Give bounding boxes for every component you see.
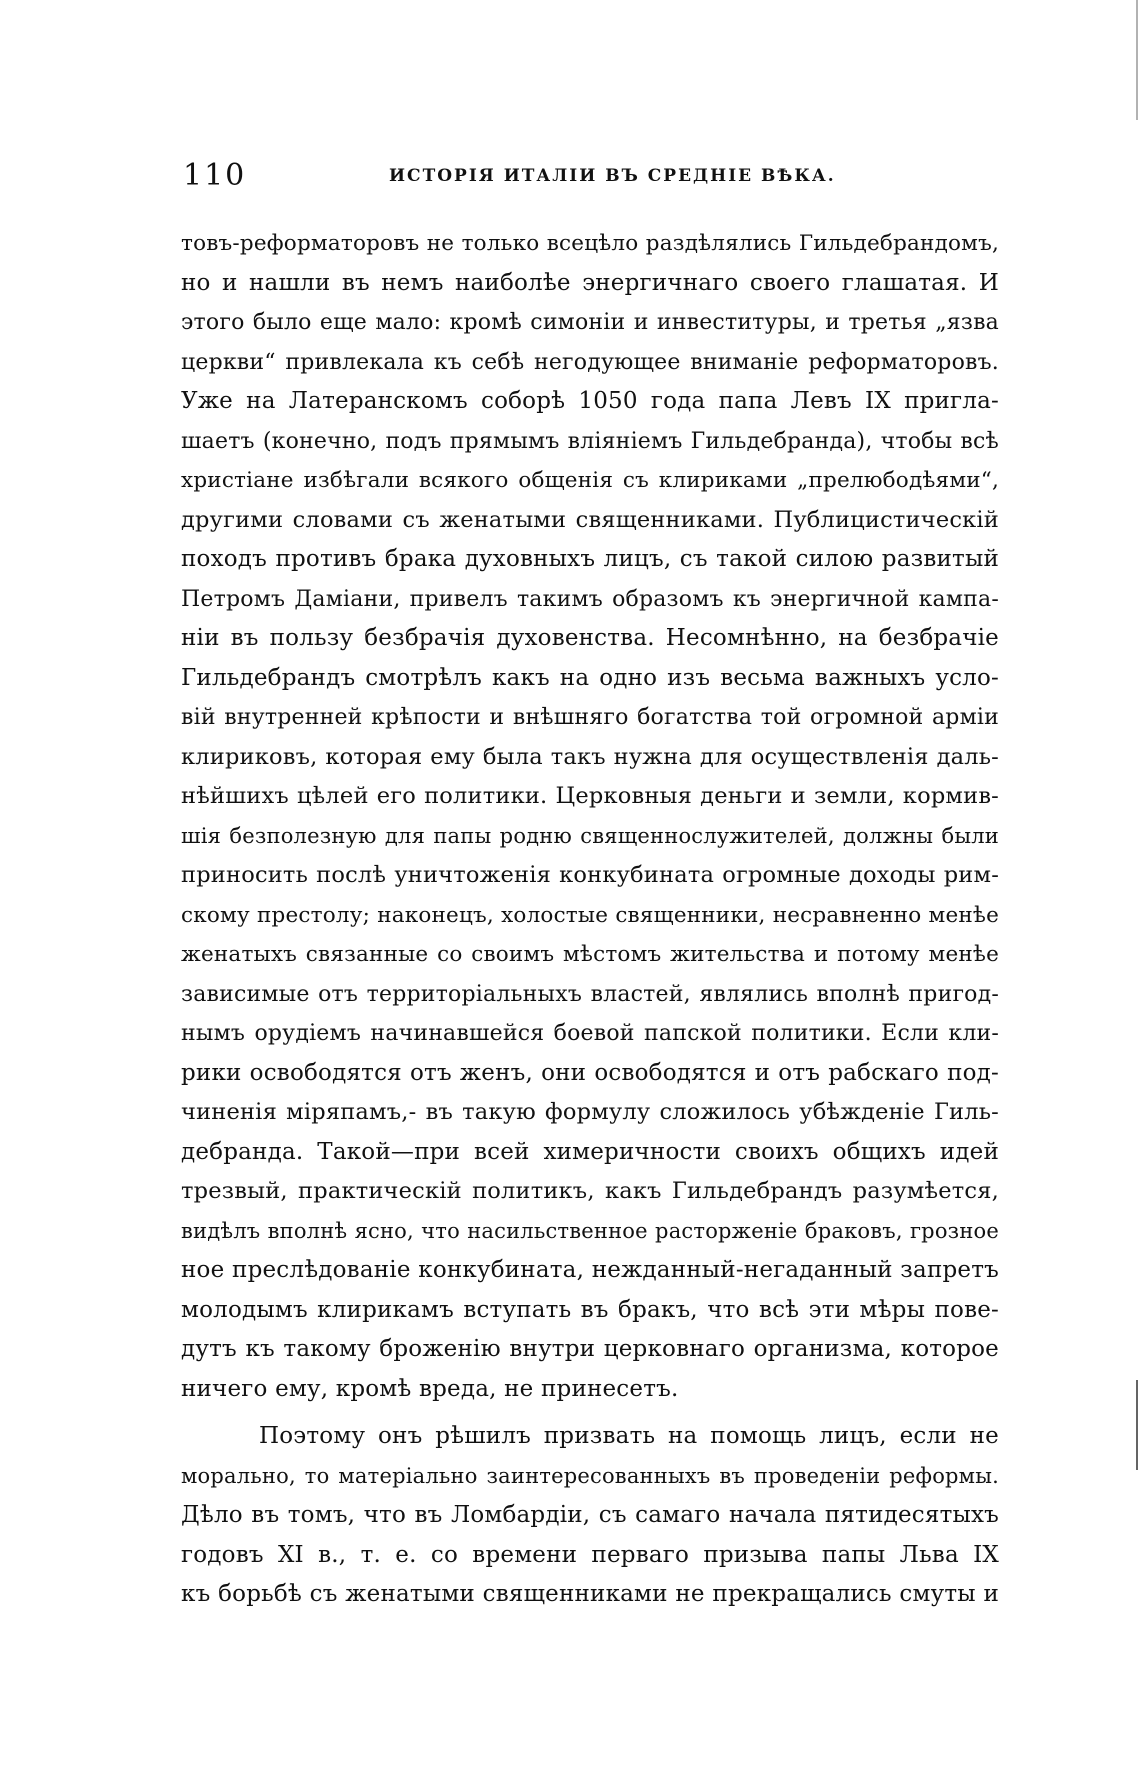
text-line: молодымъ клирикамъ вступать въ бракъ, что всѣ эти мѣры пове- xyxy=(181,1296,999,1323)
text-line: шія безполезную для папы родню священнослужителей, должны были xyxy=(181,823,999,848)
text-line: этого было еще мало: кромѣ симоніи и инвеституры, и третья „язва xyxy=(181,310,999,335)
text-line: дебранда. Такой—при всей химеричности своихъ общихъ идей xyxy=(181,1138,999,1165)
text-line: шаетъ (конечно, подъ прямымъ вліяніемъ Гильдебранда), чтобы всѣ xyxy=(181,428,999,454)
text-line: клириковъ, которая ему была такъ нужна для осуществленія даль- xyxy=(181,743,999,770)
text-line: ничего ему, кромѣ вреда, не принесетъ. xyxy=(181,1375,679,1402)
text-line: Поэтому онъ рѣшилъ призвать на помощь лицъ, если не xyxy=(259,1423,999,1449)
text-line: походъ противъ брака духовныхъ лицъ, съ такой силою развитый xyxy=(181,546,999,572)
text-line: скому престолу; наконецъ, холостые священники, несравненно менѣе xyxy=(181,902,999,928)
text-line: Петромъ Даміани, привелъ такимъ образомъ къ энергичной кампа- xyxy=(181,586,999,612)
text-line: дутъ къ такому броженію внутри церковнаго организма, которое xyxy=(181,1336,999,1362)
text-line: приносить послѣ уничтоженія конкубината огромные доходы рим- xyxy=(181,862,999,888)
text-line: христіане избѣгали всякого общенія съ клириками „прелюбодѣями“, xyxy=(181,468,999,493)
text-line: нѣйшихъ цѣлей его политики. Церковныя деньги и земли, кормив- xyxy=(181,783,999,809)
text-line: ніи въ пользу безбрачія духовенства. Несомнѣнно, на безбрачіе xyxy=(181,625,999,651)
page-number: 110 xyxy=(183,158,247,193)
scan-edge-mark xyxy=(1136,0,1138,120)
text-line: Дѣло въ томъ, что въ Ломбардіи, съ самаго начала пятидесятыхъ xyxy=(181,1502,999,1528)
running-title: ИСТОРІЯ ИТАЛІИ ВЪ СРЕДНІЕ ВѢКА. xyxy=(389,166,836,186)
running-head xyxy=(183,158,998,194)
scan-edge-mark xyxy=(1136,1380,1138,1470)
text-line: нымъ орудіемъ начинавшейся боевой папской политики. Если кли- xyxy=(181,1021,999,1046)
text-line: Гильдебрандъ смотрѣлъ какъ на одно изъ весьма важныхъ усло- xyxy=(181,664,999,691)
text-line: вій внутренней крѣпости и внѣшняго богатства той огромной арміи xyxy=(181,705,999,730)
text-line: къ борьбѣ съ женатыми священниками не прекращались смуты и xyxy=(181,1581,999,1607)
text-line: женатыхъ связанные со своимъ мѣстомъ жительства и потому менѣе xyxy=(181,942,999,967)
text-line: товъ-реформаторовъ не только всецѣло раздѣлялись Гильдебрандомъ, xyxy=(181,231,999,256)
text-line: чиненія міряпамъ,- въ такую формулу сложилось убѣжденіе Гиль- xyxy=(181,1099,999,1125)
text-line: годовъ XI в., т. е. со времени перваго призыва папы Льва IX xyxy=(181,1541,999,1568)
text-line: зависимые отъ территоріальныхъ властей, являлись вполнѣ пригод- xyxy=(181,981,999,1007)
paragraph-2 xyxy=(181,1417,999,1615)
text-line: морально, то матеріально заинтересованныхъ въ проведеніи реформы. xyxy=(181,1463,999,1488)
paragraph-1 xyxy=(181,224,999,1409)
paragraph-gap xyxy=(181,1409,999,1417)
text-line: церкви“ привлекала къ себѣ негодующее вниманіе реформаторовъ. xyxy=(181,349,999,375)
text-line: другими словами съ женатыми священниками. Публицистическій xyxy=(181,506,999,533)
text-line: рики освободятся отъ женъ, они освободятся и отъ рабскаго под- xyxy=(181,1059,999,1086)
text-body xyxy=(181,224,999,1615)
text-line: Уже на Латеранскомъ соборѣ 1050 года папа Левъ IX пригла- xyxy=(181,388,999,414)
text-line: но и нашли въ немъ наиболѣе энергичнаго своего глашатая. И xyxy=(181,269,999,296)
text-line: трезвый, практическій политикъ, какъ Гильдебрандъ разумѣется, xyxy=(181,1178,999,1204)
text-line: видѣлъ вполнѣ ясно, что насильственное расторженіе браковъ, грозное xyxy=(181,1218,999,1243)
text-line: ное преслѣдованіе конкубината, нежданный-негаданный запретъ xyxy=(181,1257,999,1283)
